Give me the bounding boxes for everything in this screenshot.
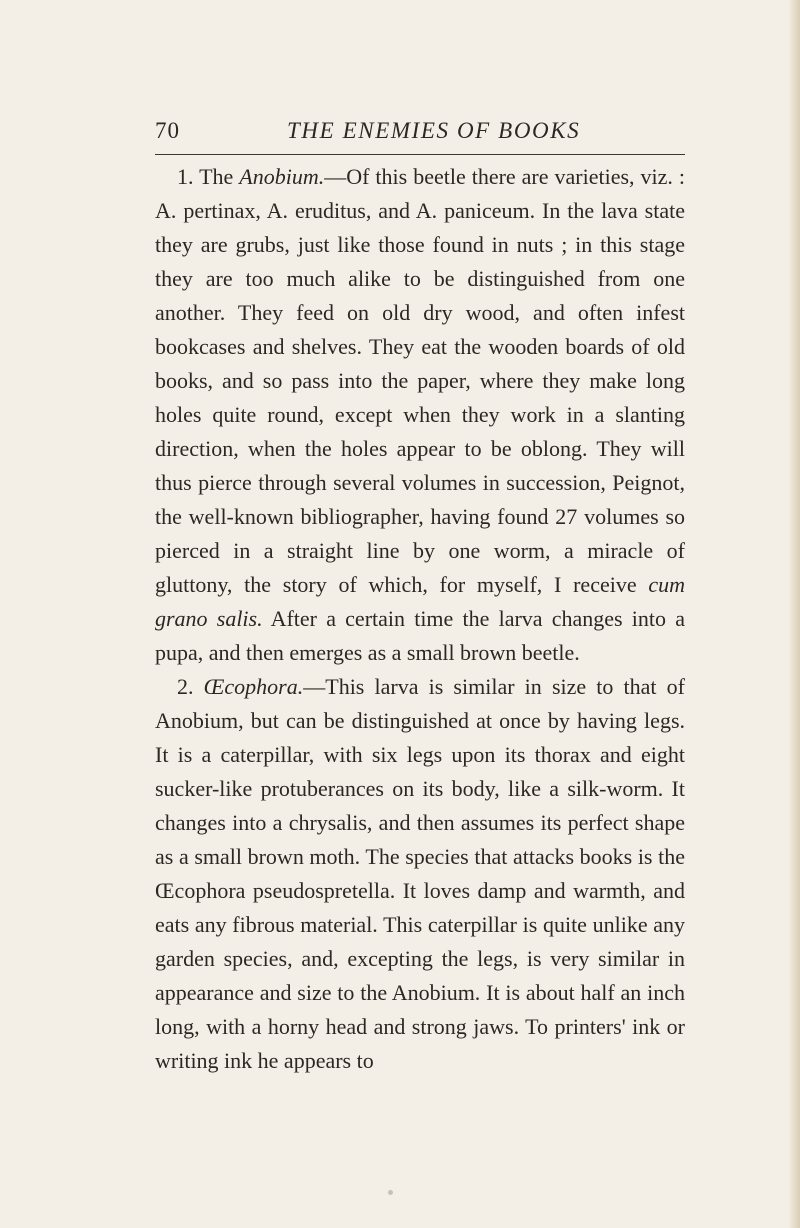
body-text bbox=[155, 160, 685, 1078]
latin-phrase: cum grano salis. bbox=[155, 572, 685, 631]
species-term: Anobium. bbox=[239, 164, 325, 189]
species-term: Œcophora. bbox=[203, 674, 304, 699]
paragraph-body: —Of this beetle there are varieties, viz. : A. pertinax, A. eruditus, and A. paniceum. In the lava state they are grubs, just like those found in nuts ; in this stage they are too much alike to be distinguished from one another. They feed on old dry wood, and often infest bookcases and shelves. They eat the wooden boards of old books, and so pass into the paper, where they make long holes quite round, except when they work in a slanting direction, when the holes appear to be oblong. They will thus pierce through several volumes in succession, Peignot, the well-known bibliographer, having found 27 volumes so pierced in a straight line by one worm, a miracle of gluttony, the story of which, for myself, I receive bbox=[155, 164, 685, 597]
paragraph-anobium bbox=[155, 160, 685, 670]
paragraph-prefix: 2. bbox=[177, 674, 204, 699]
page-edge-shadow bbox=[788, 0, 800, 1228]
paragraph-tail: After a certain time the larva changes into a pupa, and then emerges as a small brown beetle. bbox=[155, 606, 685, 665]
paper-speck bbox=[388, 1190, 393, 1195]
running-head: THE ENEMIES OF BOOKS bbox=[287, 118, 581, 143]
header-rule bbox=[155, 154, 685, 155]
paragraph-prefix: 1. The bbox=[177, 164, 240, 189]
page-header bbox=[155, 118, 685, 154]
paragraph-body: —This larva is similar in size to that of Anobium, but can be distinguished at once by having legs. It is a caterpillar, with six legs upon its thorax and eight sucker-like protuberances on its body, like a silk-worm. It changes into a chrysalis, and then assumes its perfect shape as a small brown moth. The species that attacks books is the Œcophora pseudospretella. It loves damp and warmth, and eats any fibrous material. This caterpillar is quite unlike any garden species, and, excepting the legs, is very similar in appearance and size to the Anobium. It is about half an inch long, with a horny head and strong jaws. To printers' ink or writing ink he appears to bbox=[155, 674, 686, 1073]
paragraph-oecophora bbox=[155, 670, 685, 1078]
page-number: 70 bbox=[155, 118, 180, 143]
